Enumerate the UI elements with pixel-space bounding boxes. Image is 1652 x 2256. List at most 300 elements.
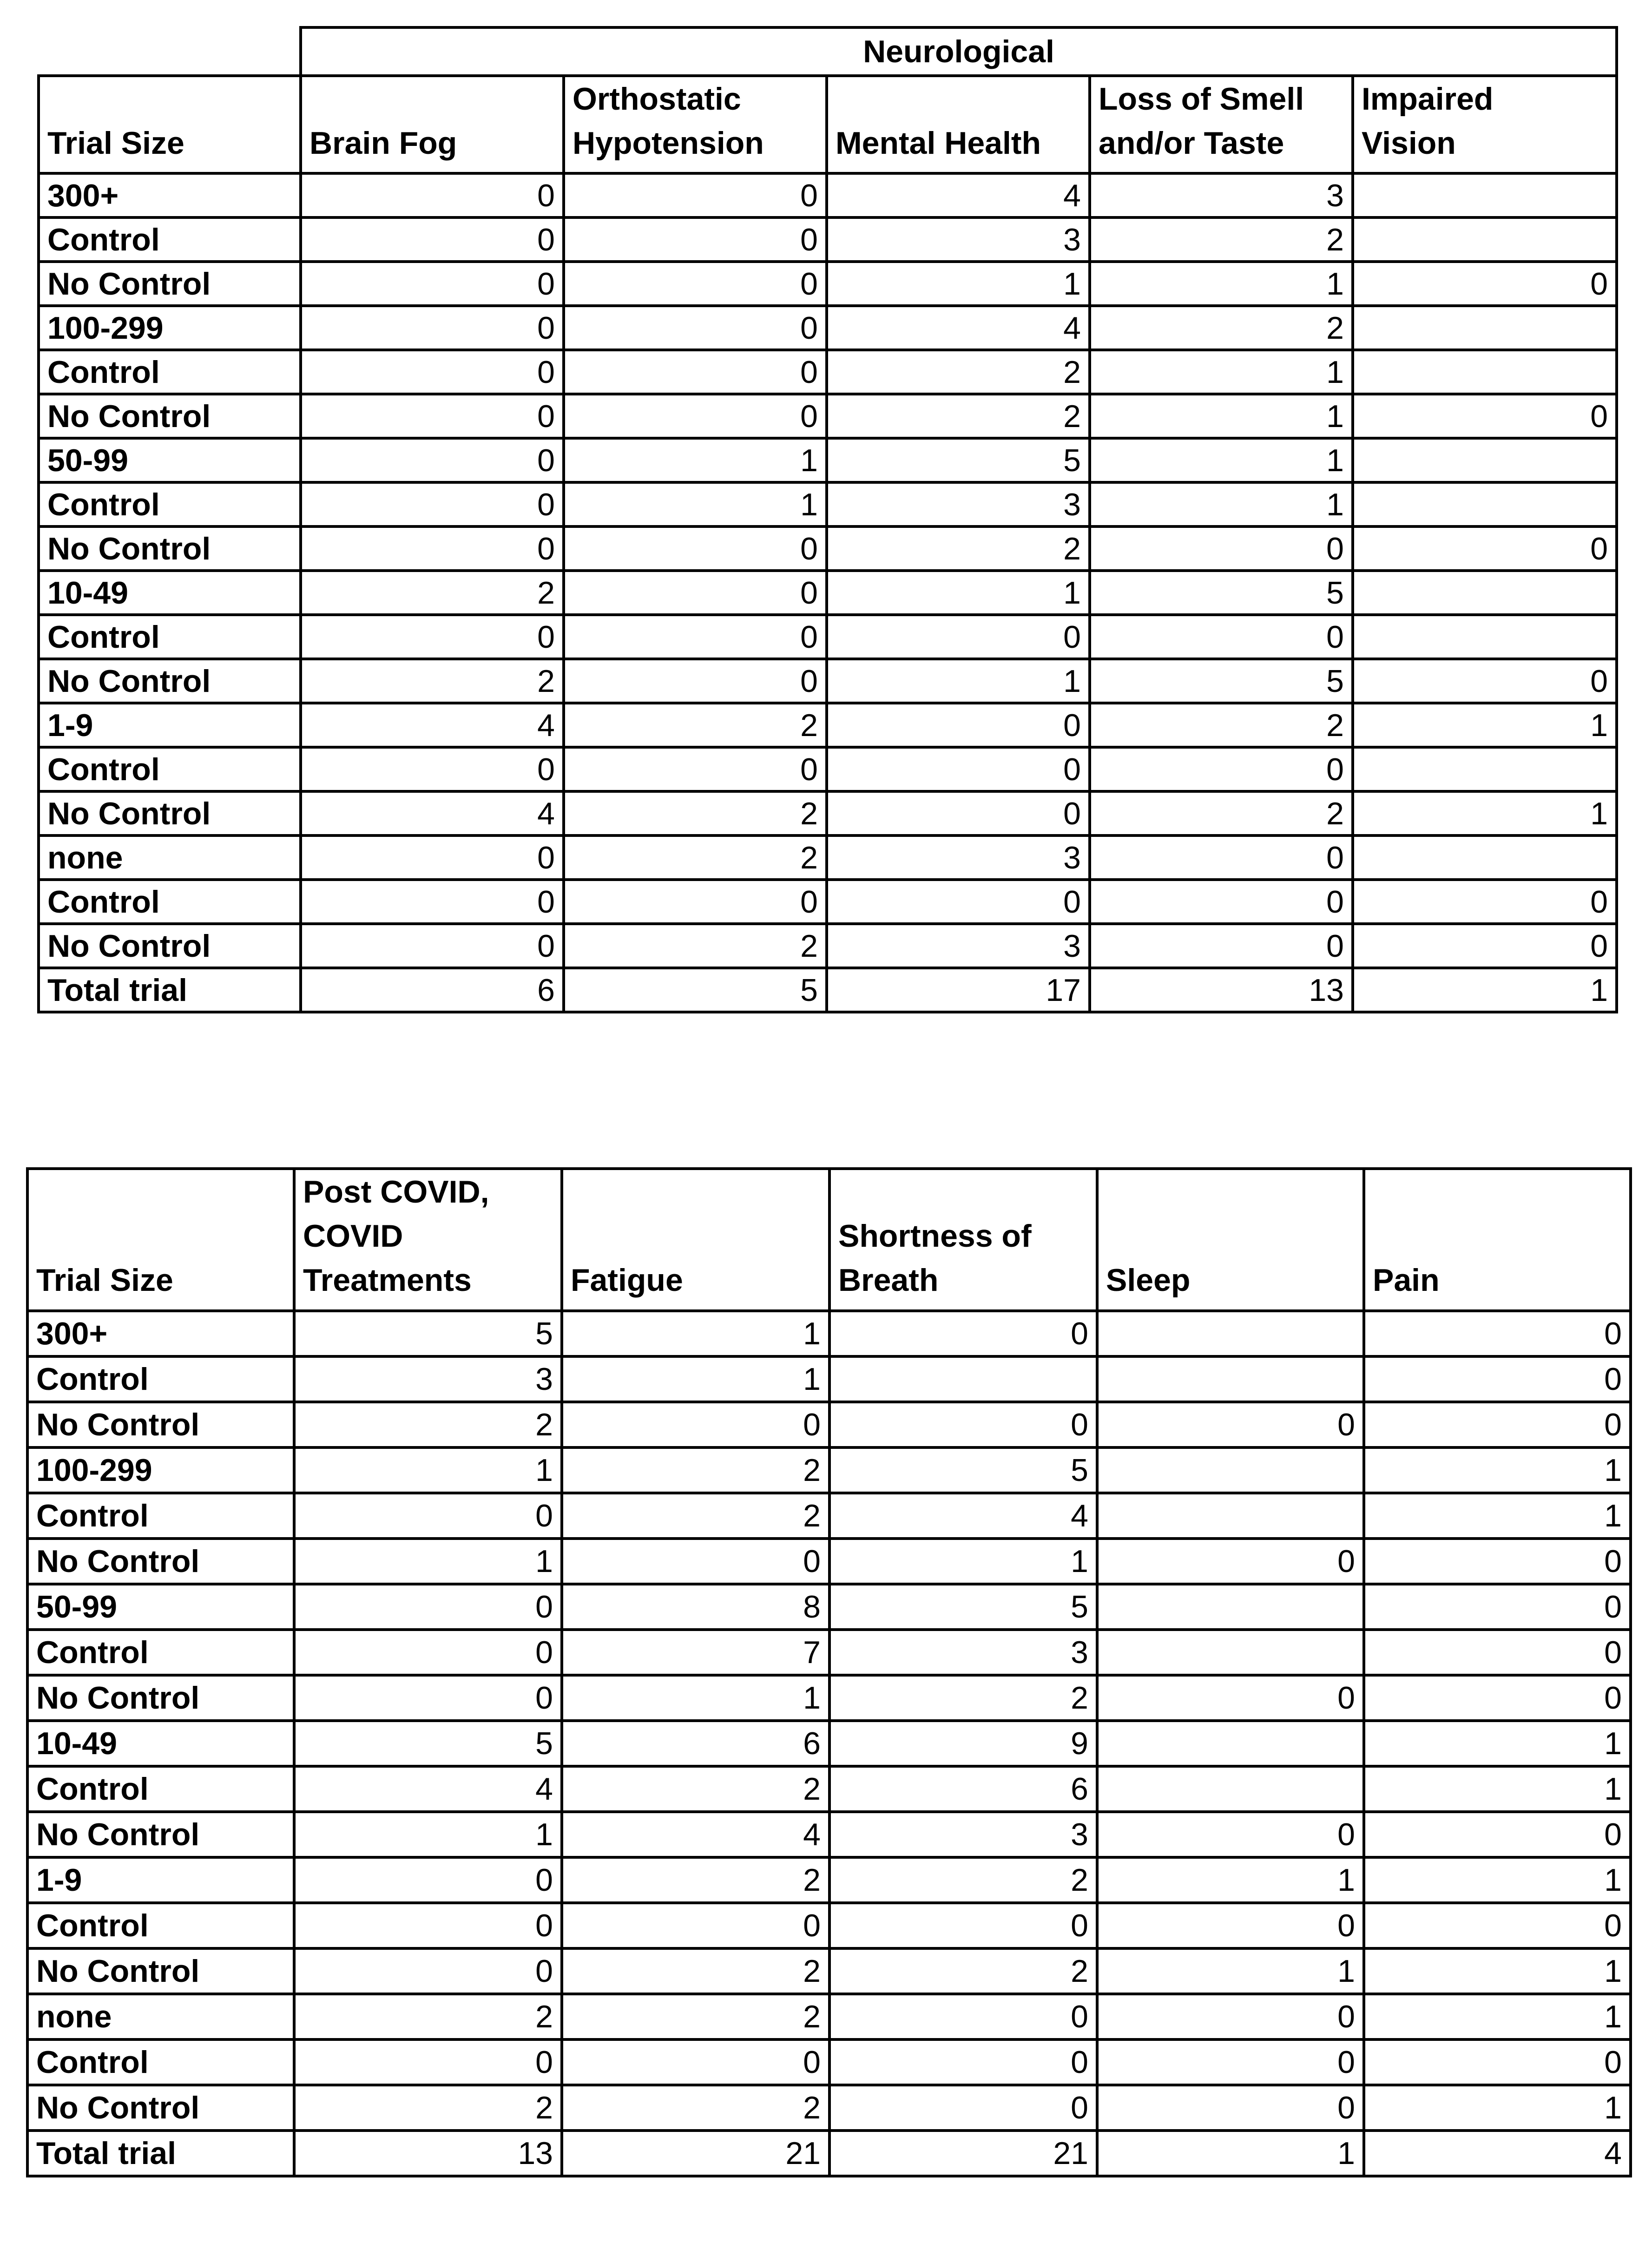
row-label: No Control bbox=[39, 924, 301, 968]
cell-value: 6 bbox=[301, 968, 564, 1012]
row-label: Control bbox=[39, 217, 301, 262]
cell-value: 0 bbox=[564, 350, 827, 394]
row-label: No Control bbox=[27, 1539, 294, 1584]
cell-value: 0 bbox=[294, 1630, 562, 1675]
table1-column-header-line: Impaired bbox=[1362, 81, 1494, 117]
cell-value: 6 bbox=[562, 1721, 829, 1766]
table1-column-header-line: and/or Taste bbox=[1099, 125, 1284, 161]
cell-value: 1 bbox=[827, 262, 1090, 306]
cell-value: 0 bbox=[294, 2039, 562, 2085]
table1-row bbox=[39, 526, 1617, 571]
row-label: No Control bbox=[27, 1675, 294, 1721]
table2-column-header-4 bbox=[1097, 1169, 1364, 1311]
table1-row bbox=[39, 747, 1617, 791]
table1-row bbox=[39, 394, 1617, 438]
cell-value bbox=[1097, 1766, 1364, 1812]
cell-value: 1 bbox=[1364, 1766, 1631, 1812]
cell-value: 2 bbox=[562, 1994, 829, 2039]
row-label: Control bbox=[39, 615, 301, 659]
table2-row bbox=[27, 1721, 1631, 1766]
cell-value: 3 bbox=[294, 1356, 562, 1402]
table2-row bbox=[27, 1493, 1631, 1539]
cell-value: 2 bbox=[301, 659, 564, 703]
table1-row bbox=[39, 262, 1617, 306]
cell-value: 0 bbox=[1353, 394, 1617, 438]
cell-value: 3 bbox=[827, 835, 1090, 880]
row-label: 300+ bbox=[39, 173, 301, 217]
row-label: 1-9 bbox=[27, 1857, 294, 1903]
cell-value: 4 bbox=[301, 703, 564, 747]
table1-row bbox=[39, 659, 1617, 703]
table1-column-header-2 bbox=[564, 76, 827, 173]
cell-value: 0 bbox=[1364, 1812, 1631, 1857]
cell-value: 1 bbox=[294, 1812, 562, 1857]
table2-row bbox=[27, 1766, 1631, 1812]
cell-value: 0 bbox=[294, 1675, 562, 1721]
cell-value: 0 bbox=[1364, 1402, 1631, 1447]
cell-value: 0 bbox=[829, 1994, 1097, 2039]
row-label: 100-299 bbox=[39, 306, 301, 350]
cell-value: 2 bbox=[562, 1447, 829, 1493]
cell-value: 7 bbox=[562, 1630, 829, 1675]
cell-value: 1 bbox=[562, 1675, 829, 1721]
row-label: Control bbox=[27, 1903, 294, 1948]
row-label: No Control bbox=[39, 262, 301, 306]
cell-value: 0 bbox=[1097, 2039, 1364, 2085]
cell-value bbox=[1097, 1447, 1364, 1493]
table2-row bbox=[27, 1675, 1631, 1721]
row-label: Total trial bbox=[27, 2131, 294, 2176]
cell-value: 0 bbox=[1097, 1994, 1364, 2039]
cell-value bbox=[1353, 438, 1617, 482]
cell-value: 21 bbox=[562, 2131, 829, 2176]
cell-value: 2 bbox=[827, 350, 1090, 394]
cell-value bbox=[1097, 1356, 1364, 1402]
table2-column-header-line: Post COVID, bbox=[303, 1174, 489, 1210]
cell-value bbox=[1097, 1584, 1364, 1630]
cell-value: 2 bbox=[829, 1857, 1097, 1903]
table1-row bbox=[39, 880, 1617, 924]
row-label: 10-49 bbox=[39, 571, 301, 615]
cell-value bbox=[1353, 306, 1617, 350]
cell-value: 4 bbox=[829, 1493, 1097, 1539]
table1-row bbox=[39, 438, 1617, 482]
table1-column-header-line: Mental Health bbox=[836, 125, 1041, 161]
cell-value: 1 bbox=[1364, 1721, 1631, 1766]
cell-value: 0 bbox=[829, 1402, 1097, 1447]
cell-value: 0 bbox=[301, 438, 564, 482]
cell-value: 1 bbox=[1364, 1994, 1631, 2039]
row-label: 50-99 bbox=[27, 1584, 294, 1630]
cell-value: 1 bbox=[1364, 2085, 1631, 2131]
cell-value: 1 bbox=[1090, 482, 1353, 526]
table1-row bbox=[39, 703, 1617, 747]
table1-row bbox=[39, 835, 1617, 880]
cell-value: 2 bbox=[827, 526, 1090, 571]
cell-value bbox=[1353, 747, 1617, 791]
row-label: No Control bbox=[27, 1402, 294, 1447]
cell-value bbox=[1353, 571, 1617, 615]
cell-value: 2 bbox=[562, 1857, 829, 1903]
cell-value: 1 bbox=[827, 659, 1090, 703]
cell-value bbox=[1097, 1311, 1364, 1356]
row-label: none bbox=[27, 1994, 294, 2039]
cell-value: 2 bbox=[562, 1948, 829, 1994]
cell-value: 0 bbox=[301, 880, 564, 924]
row-label: No Control bbox=[39, 526, 301, 571]
cell-value: 0 bbox=[562, 1539, 829, 1584]
cell-value: 0 bbox=[294, 1903, 562, 1948]
table2-row bbox=[27, 1539, 1631, 1584]
cell-value: 1 bbox=[294, 1447, 562, 1493]
cell-value: 4 bbox=[827, 173, 1090, 217]
table1-column-header-line: Orthostatic bbox=[573, 81, 741, 117]
cell-value: 13 bbox=[294, 2131, 562, 2176]
table1-row bbox=[39, 791, 1617, 835]
cell-value bbox=[1353, 835, 1617, 880]
cell-value: 1 bbox=[562, 1356, 829, 1402]
cell-value: 0 bbox=[827, 880, 1090, 924]
cell-value: 0 bbox=[1353, 880, 1617, 924]
cell-value: 2 bbox=[294, 1402, 562, 1447]
cell-value: 1 bbox=[1090, 350, 1353, 394]
cell-value: 0 bbox=[1364, 1356, 1631, 1402]
table2-column-header-line: Pain bbox=[1373, 1263, 1440, 1298]
table1-row bbox=[39, 571, 1617, 615]
row-label: Control bbox=[27, 1630, 294, 1675]
table2-row bbox=[27, 1857, 1631, 1903]
table1-column-header-4 bbox=[1090, 76, 1353, 173]
table1-column-header-line: Brain Fog bbox=[309, 125, 457, 161]
cell-value: 3 bbox=[827, 924, 1090, 968]
cell-value: 4 bbox=[1364, 2131, 1631, 2176]
general-symptoms-table bbox=[26, 1167, 1632, 2177]
cell-value: 0 bbox=[1364, 1311, 1631, 1356]
table1-column-header-5 bbox=[1353, 76, 1617, 173]
cell-value bbox=[1353, 615, 1617, 659]
cell-value: 2 bbox=[564, 791, 827, 835]
cell-value: 0 bbox=[564, 173, 827, 217]
table1-column-header-1 bbox=[301, 76, 564, 173]
cell-value bbox=[1097, 1493, 1364, 1539]
cell-value: 0 bbox=[1364, 1539, 1631, 1584]
table2-column-header-line: COVID bbox=[303, 1218, 403, 1254]
cell-value: 5 bbox=[829, 1447, 1097, 1493]
cell-value bbox=[1097, 1721, 1364, 1766]
cell-value: 0 bbox=[301, 835, 564, 880]
cell-value: 0 bbox=[1097, 2085, 1364, 2131]
table2-column-header-3 bbox=[829, 1169, 1097, 1311]
cell-value: 3 bbox=[827, 217, 1090, 262]
cell-value: 1 bbox=[1353, 968, 1617, 1012]
table2-row bbox=[27, 1447, 1631, 1493]
table2-column-header-line: Fatigue bbox=[571, 1263, 683, 1298]
cell-value: 0 bbox=[301, 526, 564, 571]
cell-value: 2 bbox=[301, 571, 564, 615]
row-label: 10-49 bbox=[27, 1721, 294, 1766]
cell-value: 2 bbox=[294, 2085, 562, 2131]
cell-value: 0 bbox=[1090, 880, 1353, 924]
cell-value: 1 bbox=[1364, 1493, 1631, 1539]
cell-value: 3 bbox=[1090, 173, 1353, 217]
row-label: No Control bbox=[27, 2085, 294, 2131]
cell-value bbox=[1097, 1630, 1364, 1675]
cell-value: 0 bbox=[829, 2085, 1097, 2131]
row-label: 50-99 bbox=[39, 438, 301, 482]
cell-value: 0 bbox=[564, 394, 827, 438]
table1-row bbox=[39, 173, 1617, 217]
cell-value: 0 bbox=[564, 262, 827, 306]
cell-value: 0 bbox=[827, 791, 1090, 835]
cell-value: 0 bbox=[1353, 924, 1617, 968]
row-label: 1-9 bbox=[39, 703, 301, 747]
table2-row bbox=[27, 1356, 1631, 1402]
cell-value: 0 bbox=[564, 571, 827, 615]
cell-value: 4 bbox=[301, 791, 564, 835]
table1-column-header-line: Hypotension bbox=[573, 125, 764, 161]
cell-value: 2 bbox=[1090, 791, 1353, 835]
table1-column-header-line: Vision bbox=[1362, 125, 1456, 161]
cell-value: 0 bbox=[562, 1402, 829, 1447]
table1-row bbox=[39, 615, 1617, 659]
cell-value: 0 bbox=[1097, 1903, 1364, 1948]
cell-value: 2 bbox=[1090, 217, 1353, 262]
table2-row bbox=[27, 1812, 1631, 1857]
cell-value: 4 bbox=[294, 1766, 562, 1812]
cell-value: 0 bbox=[294, 1857, 562, 1903]
cell-value: 4 bbox=[827, 306, 1090, 350]
cell-value: 0 bbox=[562, 1903, 829, 1948]
cell-value: 1 bbox=[827, 571, 1090, 615]
cell-value: 0 bbox=[294, 1948, 562, 1994]
cell-value: 9 bbox=[829, 1721, 1097, 1766]
cell-value: 2 bbox=[564, 924, 827, 968]
row-label: Control bbox=[27, 1356, 294, 1402]
cell-value: 0 bbox=[1097, 1675, 1364, 1721]
cell-value: 5 bbox=[1090, 659, 1353, 703]
table2-column-header-line: Shortness of bbox=[838, 1218, 1032, 1254]
cell-value: 0 bbox=[1353, 659, 1617, 703]
cell-value: 1 bbox=[564, 438, 827, 482]
cell-value: 1 bbox=[1364, 1447, 1631, 1493]
cell-value: 1 bbox=[564, 482, 827, 526]
row-label: Total trial bbox=[39, 968, 301, 1012]
table1-row bbox=[39, 482, 1617, 526]
cell-value: 17 bbox=[827, 968, 1090, 1012]
cell-value: 5 bbox=[827, 438, 1090, 482]
cell-value: 1 bbox=[562, 1311, 829, 1356]
row-label: Control bbox=[27, 2039, 294, 2085]
row-label: none bbox=[39, 835, 301, 880]
table1-column-header-0 bbox=[39, 76, 301, 173]
cell-value: 0 bbox=[301, 350, 564, 394]
group-header-neurological: Neurological bbox=[301, 27, 1617, 76]
cell-value: 0 bbox=[301, 262, 564, 306]
neurological-table bbox=[37, 26, 1618, 1013]
cell-value: 1 bbox=[829, 1539, 1097, 1584]
cell-value: 0 bbox=[827, 703, 1090, 747]
table1-row bbox=[39, 350, 1617, 394]
cell-value: 0 bbox=[1364, 1903, 1631, 1948]
cell-value: 5 bbox=[1090, 571, 1353, 615]
table1-column-header-line: Trial Size bbox=[47, 125, 184, 161]
cell-value: 3 bbox=[829, 1630, 1097, 1675]
cell-value: 2 bbox=[562, 1493, 829, 1539]
cell-value: 4 bbox=[562, 1812, 829, 1857]
table2-row bbox=[27, 1584, 1631, 1630]
table1-row bbox=[39, 306, 1617, 350]
table2-row bbox=[27, 1903, 1631, 1948]
cell-value: 2 bbox=[1090, 703, 1353, 747]
cell-value: 0 bbox=[564, 659, 827, 703]
row-label: No Control bbox=[39, 394, 301, 438]
cell-value: 0 bbox=[301, 747, 564, 791]
cell-value: 0 bbox=[1364, 1675, 1631, 1721]
cell-value: 2 bbox=[562, 2085, 829, 2131]
table1-row bbox=[39, 924, 1617, 968]
table2-column-header-5 bbox=[1364, 1169, 1631, 1311]
cell-value: 0 bbox=[829, 1903, 1097, 1948]
row-label: Control bbox=[39, 350, 301, 394]
cell-value bbox=[1353, 173, 1617, 217]
table2-column-header-line: Trial Size bbox=[36, 1263, 173, 1298]
table2-row bbox=[27, 2085, 1631, 2131]
table2-row bbox=[27, 1311, 1631, 1356]
row-label: Control bbox=[27, 1766, 294, 1812]
table2-row bbox=[27, 1948, 1631, 1994]
cell-value: 0 bbox=[301, 615, 564, 659]
table2-column-header-1 bbox=[294, 1169, 562, 1311]
table1-blank-corner bbox=[39, 27, 301, 76]
row-label: Control bbox=[39, 482, 301, 526]
cell-value: 5 bbox=[564, 968, 827, 1012]
table1-column-header-3 bbox=[827, 76, 1090, 173]
table2-row bbox=[27, 2039, 1631, 2085]
table1-total-row bbox=[39, 968, 1617, 1012]
cell-value: 0 bbox=[829, 2039, 1097, 2085]
cell-value: 5 bbox=[294, 1311, 562, 1356]
table2-column-header-line: Sleep bbox=[1106, 1263, 1191, 1298]
cell-value: 2 bbox=[562, 1766, 829, 1812]
cell-value: 0 bbox=[1090, 924, 1353, 968]
cell-value: 0 bbox=[564, 880, 827, 924]
cell-value: 0 bbox=[294, 1584, 562, 1630]
cell-value: 0 bbox=[1364, 1584, 1631, 1630]
cell-value: 1 bbox=[1097, 2131, 1364, 2176]
table2-total-row bbox=[27, 2131, 1631, 2176]
cell-value: 3 bbox=[827, 482, 1090, 526]
cell-value bbox=[1353, 482, 1617, 526]
table1-column-header-line: Loss of Smell bbox=[1099, 81, 1304, 117]
row-label: Control bbox=[39, 880, 301, 924]
cell-value: 1 bbox=[1353, 791, 1617, 835]
cell-value: 1 bbox=[1353, 703, 1617, 747]
row-label: Control bbox=[39, 747, 301, 791]
cell-value: 0 bbox=[1090, 615, 1353, 659]
table2-column-header-2 bbox=[562, 1169, 829, 1311]
table2-column-header-0 bbox=[27, 1169, 294, 1311]
cell-value: 0 bbox=[1097, 1539, 1364, 1584]
cell-value: 2 bbox=[829, 1675, 1097, 1721]
cell-value: 0 bbox=[301, 306, 564, 350]
cell-value: 0 bbox=[829, 1311, 1097, 1356]
cell-value: 0 bbox=[564, 217, 827, 262]
cell-value: 5 bbox=[829, 1584, 1097, 1630]
cell-value: 1 bbox=[1090, 394, 1353, 438]
cell-value: 0 bbox=[301, 173, 564, 217]
cell-value: 0 bbox=[1364, 1630, 1631, 1675]
cell-value: 1 bbox=[294, 1539, 562, 1584]
cell-value: 0 bbox=[1090, 835, 1353, 880]
cell-value: 8 bbox=[562, 1584, 829, 1630]
row-label: No Control bbox=[39, 659, 301, 703]
cell-value bbox=[1353, 350, 1617, 394]
table2-column-header-line: Breath bbox=[838, 1263, 939, 1298]
cell-value: 0 bbox=[1364, 2039, 1631, 2085]
cell-value: 6 bbox=[829, 1766, 1097, 1812]
table1-row bbox=[39, 217, 1617, 262]
cell-value: 0 bbox=[294, 1493, 562, 1539]
cell-value: 0 bbox=[1097, 1812, 1364, 1857]
cell-value: 2 bbox=[294, 1994, 562, 2039]
cell-value: 2 bbox=[564, 835, 827, 880]
cell-value: 0 bbox=[827, 747, 1090, 791]
cell-value: 2 bbox=[827, 394, 1090, 438]
table2-row bbox=[27, 1402, 1631, 1447]
cell-value: 5 bbox=[294, 1721, 562, 1766]
cell-value: 0 bbox=[564, 615, 827, 659]
cell-value: 0 bbox=[301, 217, 564, 262]
cell-value: 0 bbox=[564, 306, 827, 350]
table2-row bbox=[27, 1630, 1631, 1675]
cell-value: 0 bbox=[562, 2039, 829, 2085]
cell-value: 1 bbox=[1090, 438, 1353, 482]
cell-value: 13 bbox=[1090, 968, 1353, 1012]
cell-value: 0 bbox=[1353, 526, 1617, 571]
row-label: No Control bbox=[27, 1948, 294, 1994]
cell-value: 0 bbox=[1090, 747, 1353, 791]
cell-value: 0 bbox=[1090, 526, 1353, 571]
cell-value: 1 bbox=[1097, 1857, 1364, 1903]
cell-value: 0 bbox=[301, 394, 564, 438]
cell-value bbox=[1353, 217, 1617, 262]
cell-value: 1 bbox=[1090, 262, 1353, 306]
row-label: No Control bbox=[39, 791, 301, 835]
cell-value: 0 bbox=[301, 482, 564, 526]
cell-value: 1 bbox=[1364, 1948, 1631, 1994]
cell-value bbox=[829, 1356, 1097, 1402]
cell-value: 0 bbox=[564, 526, 827, 571]
cell-value: 3 bbox=[829, 1812, 1097, 1857]
table2-column-header-line: Treatments bbox=[303, 1263, 472, 1298]
cell-value: 2 bbox=[564, 703, 827, 747]
row-label: 300+ bbox=[27, 1311, 294, 1356]
row-label: 100-299 bbox=[27, 1447, 294, 1493]
cell-value: 1 bbox=[1364, 1857, 1631, 1903]
cell-value: 2 bbox=[1090, 306, 1353, 350]
table2-row bbox=[27, 1994, 1631, 2039]
cell-value: 2 bbox=[829, 1948, 1097, 1994]
cell-value: 0 bbox=[1353, 262, 1617, 306]
cell-value: 0 bbox=[827, 615, 1090, 659]
cell-value: 0 bbox=[1097, 1402, 1364, 1447]
cell-value: 21 bbox=[829, 2131, 1097, 2176]
cell-value: 0 bbox=[564, 747, 827, 791]
row-label: Control bbox=[27, 1493, 294, 1539]
cell-value: 1 bbox=[1097, 1948, 1364, 1994]
row-label: No Control bbox=[27, 1812, 294, 1857]
cell-value: 0 bbox=[301, 924, 564, 968]
